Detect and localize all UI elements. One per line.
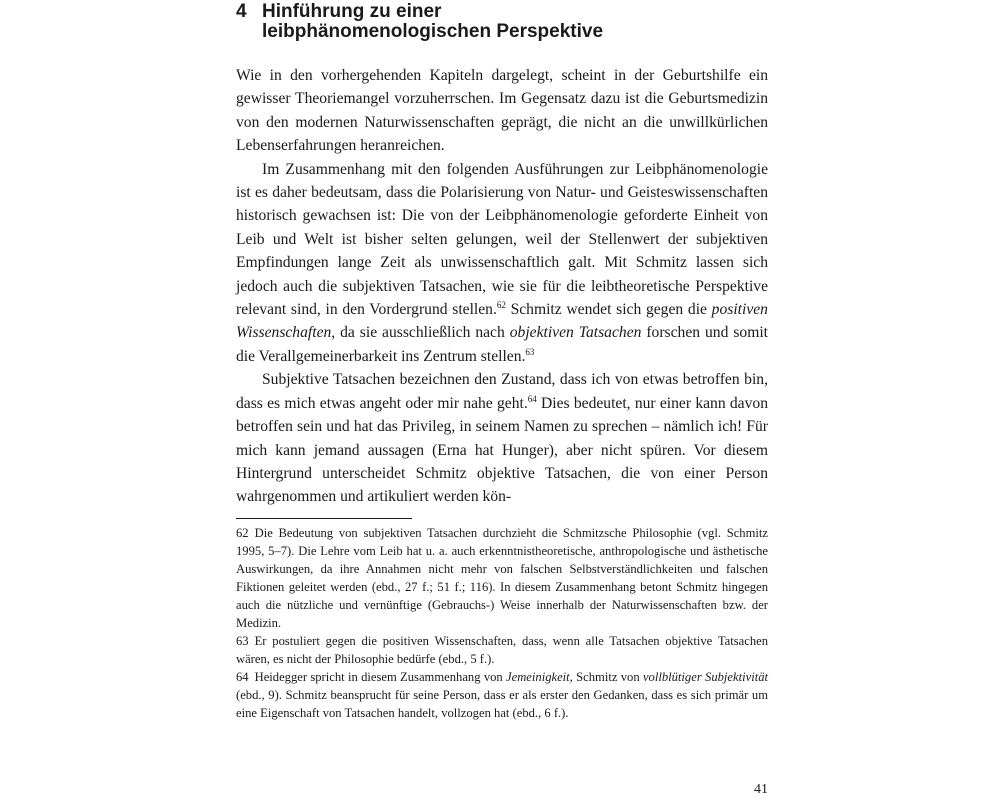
footnote-number: 64 — [236, 670, 249, 684]
paragraph-1: Wie in den vorhergehenden Kapiteln dargelegt, scheint in der Geburtshilfe ein gewisser Theoriemangel vorzuherrschen. Im Gegensatz dazu ist die Geburtsmedizin von den modernen Naturwissenschaften geprägt, die nicht an die unwillkürlichen Lebenserfahrungen heranreichen. — [236, 67, 768, 155]
footnote-emphasis-2: vollblütiger Subjektivität — [642, 670, 768, 684]
footnotes — [236, 524, 768, 722]
paragraph-2-emphasis-1: positiven Wissenschaften — [236, 301, 768, 342]
chapter-title-line-1: Hinführung zu einer — [262, 1, 442, 22]
footnote-number: 63 — [236, 634, 249, 648]
footnote-text: Er postuliert gegen die positiven Wissenschaften, dass, wenn alle Tatsachen objektive Tatsachen wären, es nicht der Philosophie bedürfe (ebd., 5 f.). — [236, 634, 768, 666]
footnote-text-b: , Schmitz von — [569, 670, 643, 684]
paragraph-2-text-a: Im Zusammenhang mit den folgenden Ausführungen zur Leibphänomenologie ist es daher bedeutsam, dass die Polarisierung von Natur- und Geisteswissenschaften historisch gewachsen ist: Die von der Leibphänomenologie geforderte Einheit von Leib und Welt ist bisher selten gelungen, weil der Stellenwert der subjektiven Empfindungen lange Zeit als unwissenschaftlich galt. Mit Schmitz lassen sich jedoch auch die subjektiven Tatsachen, wie sie für die leibtheoretische Perspektive relevant sind, in den Vordergrund stellen. — [236, 160, 768, 319]
footnote-ref-63[interactable]: 63 — [525, 346, 535, 357]
body-text — [236, 64, 768, 509]
footnote-number: 62 — [236, 526, 249, 540]
paragraph-2-text-d: forschen und somit die Verallgemeinerbarkeit ins Zentrum stellen. — [236, 324, 768, 365]
paragraph-3-text-b: Dies bedeutet, nur einer kann davon betroffen sein und hat das Privileg, in seinem Namen zu sprechen – nämlich ich! Für mich kann jemand aussagen (Erna hat Hunger), aber nicht spüren. Vor diesem Hintergrund unterscheidet Schmitz objektive Tatsachen, die von einer Person wahrgenommen und artikuliert werden kön- — [236, 394, 768, 506]
footnote-text-a: Heidegger spricht in diesem Zusammenhang von — [254, 670, 507, 684]
footnote-text: Die Bedeutung von subjektiven Tatsachen durchzieht die Schmitzsche Philosophie (vgl. Schmitz 1995, 5–7). Die Lehre vom Leib hat u. a. auch erkenntnistheoretische, anthropologische und ästhetische Auswirkungen, da ihre Annahmen nicht mehr von falschen Selbstverständlichkeiten und falschen Fiktionen geleitet werden (ebd., 27 f.; 51 f.; 116). In diesem Zusammenhang betont Schmitz hingegen auch die nützliche und vernünftige (Gebrauchs-) Weise innerhalb der Naturwissenschaften bzw. der Medizin. — [236, 526, 768, 630]
footnote-62 — [236, 524, 768, 632]
paragraph-3-text-a: Subjektive Tatsachen bezeichnen den Zustand, dass ich von etwas betroffen bin, dass es mich etwas angeht oder mir nahe geht. — [236, 371, 768, 412]
paragraph-2 — [236, 158, 768, 369]
paragraph-2-text-b: Schmitz wendet sich gegen die — [505, 301, 712, 319]
chapter-number: 4 — [236, 1, 247, 22]
footnote-ref-64[interactable]: 64 — [527, 393, 537, 404]
paragraph-2-emphasis-2: objektiven Tatsachen — [509, 324, 642, 342]
footnote-emphasis-1: Jemeinigkeit — [506, 670, 570, 684]
chapter-title-line-2: leibphänomenologischen Perspektive — [262, 21, 604, 42]
footnote-text-c: (ebd., 9). Schmitz beansprucht für seine Person, dass er als erster den Gedanken, dass es sich primär um eine Eigenschaft von Tatsachen handelt, vollzogen hat (ebd., 6 f.). — [236, 688, 768, 720]
paragraph-2-text-c: , da sie ausschließlich nach — [331, 324, 510, 342]
page-number: 41 — [754, 782, 768, 797]
footnote-ref-62[interactable]: 62 — [496, 300, 506, 311]
footnote-63 — [236, 632, 768, 668]
paragraph-3 — [236, 368, 768, 508]
footnote-64 — [236, 668, 768, 722]
footnote-divider — [236, 518, 412, 519]
